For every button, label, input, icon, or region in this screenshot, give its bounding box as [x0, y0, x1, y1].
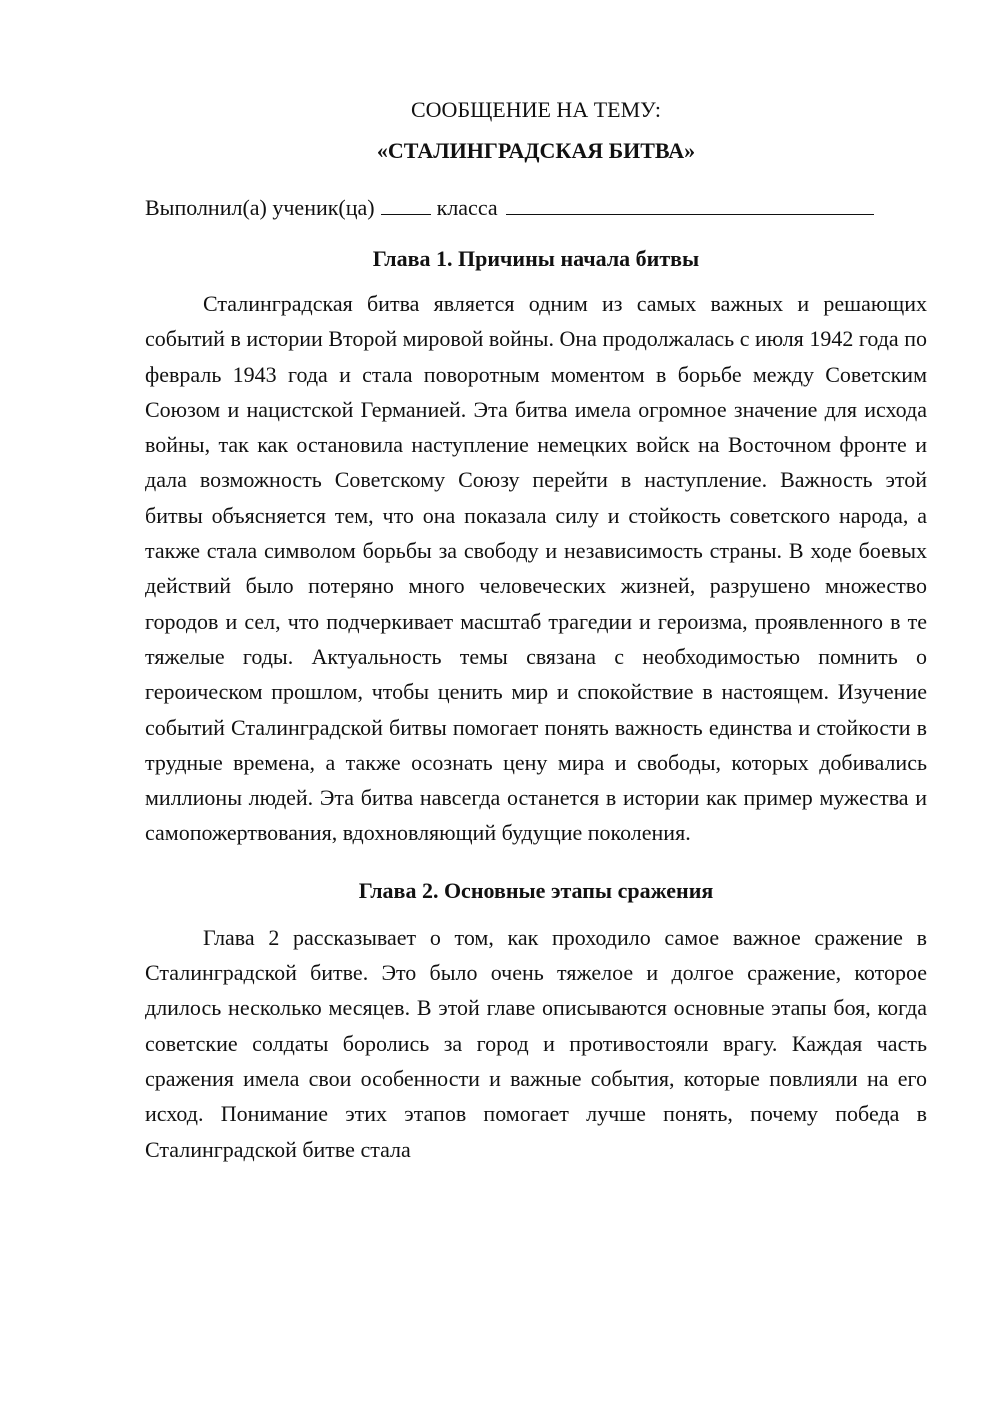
- chapter-2-paragraph: Глава 2 рассказывает о том, как проходило самое важное сражение в Сталинградской битве. Это было очень тяжелое и долгое сражение, которое длилось несколько месяцев. В этой главе описываются основные этапы боя, когда советские солдаты боролись за город и противостояли врагу. Каждая часть сражения имела свои особенности и важные события, которые повлияли на его исход. Понимание этих этапов помогает лучше понять, почему победа в Сталинградской битве стала: [145, 924, 927, 1162]
- chapter-1-heading: Глава 1. Причины начала битвы: [372, 246, 700, 271]
- author-line: [145, 190, 927, 225]
- document-content: [145, 92, 927, 1167]
- class-number-blank: [381, 192, 431, 215]
- class-name-blank: [506, 192, 874, 215]
- class-label: класса: [436, 195, 498, 220]
- author-label: Выполнил(а) ученик(ца): [145, 195, 375, 220]
- chapter-1-paragraph: Сталинградская битва является одним из самых важных и решающих событий в истории Второй мировой войны. Она продолжалась с июля 1942 года по февраль 1943 года и стала поворотным моментом в борьбе между Советским Союзом и нацистской Германией. Эта битва имела огромное значение для исхода войны, так как остановила наступление немецких войск на Восточном фронте и дала возможность Советскому Союзу перейти в наступление. Важность этой битвы объясняется тем, что она показала силу и стойкость советского народа, а также стала символом борьбы за свободу и независимость страны. В ходе боевых действий было потеряно много человеческих жизней, разрушено множество городов и сел, что подчеркивает масштаб трагедии и героизма, проявленного в те тяжелые годы. Актуальность темы связана с необходимостью помнить о героическом прошлом, чтобы ценить мир и спокойствие в настоящем. Изучение событий Сталинградской битвы помогает понять важность единства и стойкости в трудные времена, а также осознать цену мира и свободы, которых добивались миллионы людей. Эта битва навсегда останется в истории как пример мужества и самопожертвования, вдохновляющий будущие поколения.: [145, 291, 927, 846]
- document-subtitle: «СТАЛИНГРАДСКАЯ БИТВА»: [376, 138, 696, 163]
- chapter-2-heading: Глава 2. Основные этапы сражения: [358, 877, 714, 903]
- document-title: СООБЩЕНИЕ НА ТЕМУ:: [411, 97, 661, 122]
